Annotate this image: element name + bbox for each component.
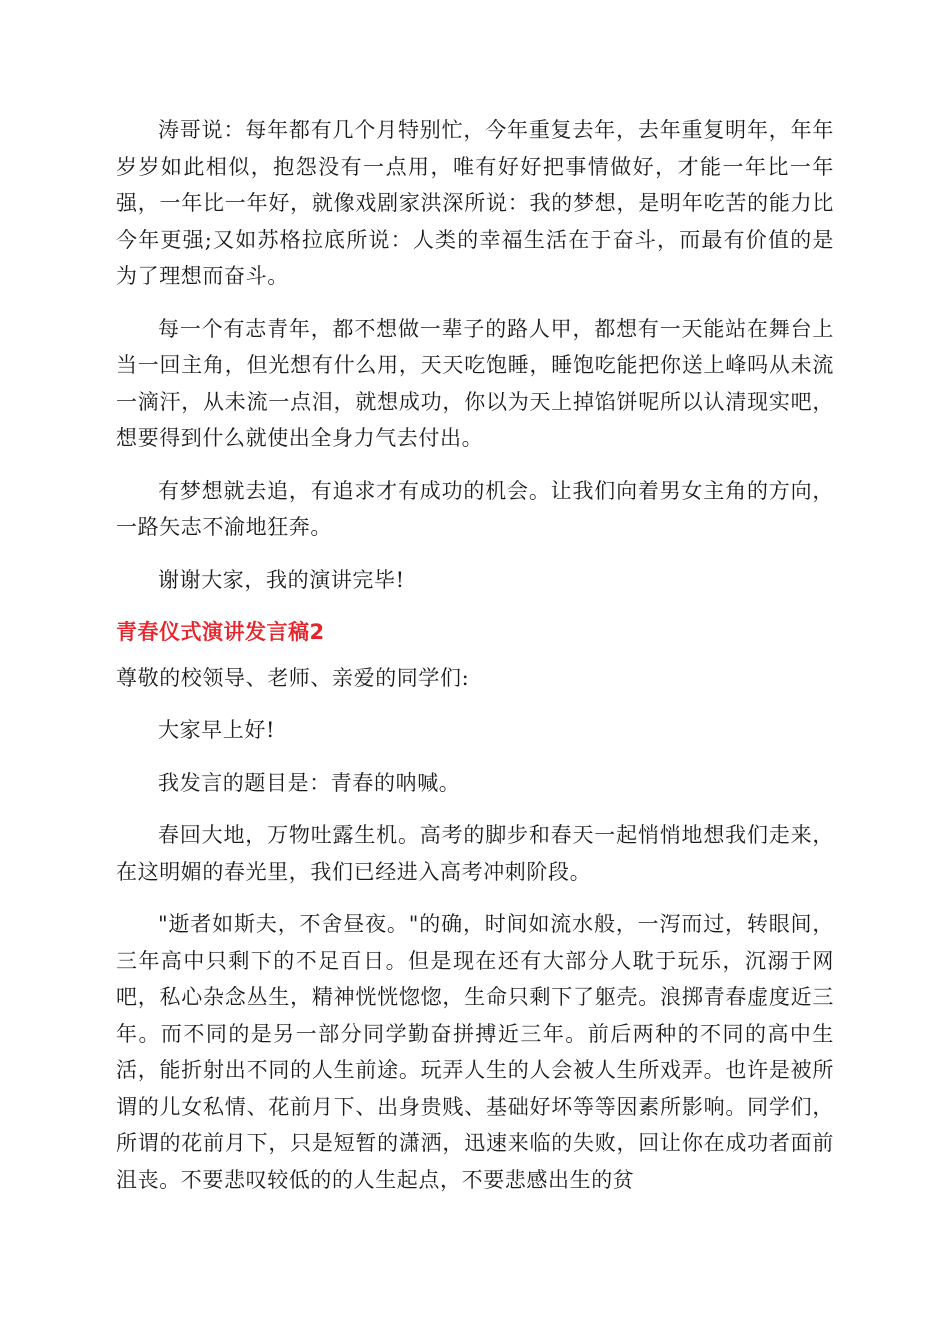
- salutation: 尊敬的校领导、老师、亲爱的同学们:: [116, 666, 470, 690]
- paragraph-topic: 我发言的题目是：青春的呐喊。: [158, 770, 461, 795]
- section-heading: 青春仪式演讲发言稿2: [116, 620, 325, 644]
- paragraph-greeting: 大家早上好!: [158, 718, 276, 742]
- paragraph-thanks: 谢谢大家，我的演讲完毕!: [158, 567, 405, 592]
- paragraph-aspiring-youth: 每一个有志青年，都不想做一辈子的路人甲，都想有一天能站在舞台上当一回主角，但光想有什么用，天天吃饱睡，睡饱吃能把你送上峰吗从未流一滴汗，从未流一点泪，就想成功，你以为天上掉馅饼呢所以认清现实吧，想要得到什么就使出全身力气去付出。: [116, 316, 834, 450]
- document-page: [116, 112, 834, 1198]
- paragraph-chase-dream: 有梦想就去追，有追求才有成功的机会。让我们向着男女主角的方向，一路矢志不渝地狂奔。: [116, 478, 834, 539]
- paragraph-spring: 春回大地，万物吐露生机。高考的脚步和春天一起悄悄地想我们走来，在这明媚的春光里，我们已经进入高考冲刺阶段。: [116, 823, 834, 884]
- paragraph-time-flows: "逝者如斯夫，不舍昼夜。"的确，时间如流水般，一泻而过，转眼间，三年高中只剩下的不足百日。但是现在还有大部分人耽于玩乐，沉溺于网吧，私心杂念丛生，精神恍恍惚惚，生命只剩下了躯壳。浪掷青春虚度近三年。而不同的是另一部分同学勤奋拼搏近三年。前后两种的不同的高中生活，能折射出不同的人生前途。玩弄人生的人会被人生所戏弄。也许是被所谓的儿女私情、花前月下、出身贵贱、基础好坏等等因素所影响。同学们，所谓的花前月下，只是短暂的潇洒，迅速来临的失败，回让你在成功者面前沮丧。不要悲叹较低的的人生起点，不要悲感出生的贫: [116, 912, 834, 1192]
- paragraph-taoge: 涛哥说：每年都有几个月特别忙，今年重复去年，去年重复明年，年年岁岁如此相似，抱怨没有一点用，唯有好好把事情做好，才能一年比一年强，一年比一年好，就像戏剧家洪深所说：我的梦想，是明年吃苦的能力比今年更强;又如苏格拉底所说：人类的幸福生活在于奋斗，而最有价值的是为了理想而奋斗。: [116, 118, 834, 288]
